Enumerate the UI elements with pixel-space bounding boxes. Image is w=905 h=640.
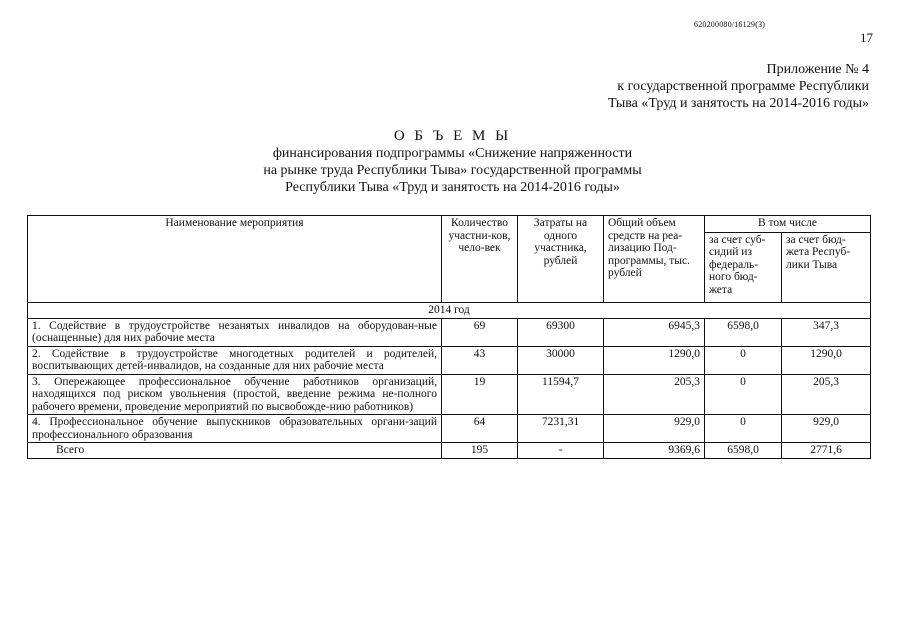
row-name: 4. Профессиональное обучение выпускников образовательных органи-заций профессионального образования [28, 415, 442, 443]
row-total: 1290,0 [604, 346, 705, 374]
row-republic: 347,3 [782, 318, 871, 346]
header-name: Наименование мероприятия [28, 216, 442, 303]
row-total: 929,0 [604, 415, 705, 443]
row-cost-per: 7231,31 [518, 415, 604, 443]
row-participants: 43 [442, 346, 518, 374]
total-total: 9369,6 [604, 443, 705, 459]
total-row [28, 443, 871, 459]
row-republic: 205,3 [782, 374, 871, 415]
document-id: 620200080/16129(3) [694, 20, 766, 29]
row-name: 3. Опережающее профессиональное обучение работников организаций, находящихся под риском увольнения (простой, введение режима не-полного рабочего времени, проведение мероприятий по высвобожде-нию работников) [28, 374, 442, 415]
total-cost-per: - [518, 443, 604, 459]
document-title [0, 128, 905, 196]
appendix-line-3: Тыва «Труд и занятость на 2014-2016 годы» [607, 96, 869, 111]
header-total-volume: Общий объем средств на реа-лизацию Под-программы, тыс. рублей [604, 216, 705, 303]
row-federal: 6598,0 [705, 318, 782, 346]
appendix-line-2: к государственной программе Республики [617, 79, 869, 94]
table-row [28, 374, 871, 415]
row-total: 205,3 [604, 374, 705, 415]
row-federal: 0 [705, 415, 782, 443]
header-federal: за счет суб-сидий из федераль-ного бюд-жета [705, 232, 782, 302]
row-cost-per: 30000 [518, 346, 604, 374]
page-number: 17 [860, 30, 873, 45]
row-participants: 19 [442, 374, 518, 415]
total-federal: 6598,0 [705, 443, 782, 459]
row-name: 1. Содействие в трудоустройстве незанятых инвалидов на оборудован-ные (оснащенные) для них рабочие места [28, 318, 442, 346]
total-label: Всего [28, 443, 442, 459]
appendix-line-1: Приложение № 4 [766, 62, 869, 77]
row-participants: 69 [442, 318, 518, 346]
table-row [28, 415, 871, 443]
row-federal: 0 [705, 374, 782, 415]
total-republic: 2771,6 [782, 443, 871, 459]
year-row [28, 303, 871, 319]
header-participants: Количество участни-ков, чело-век [442, 216, 518, 303]
table-row [28, 318, 871, 346]
title-line-4: Республики Тыва «Труд и занятость на 2014-2016 годы» [285, 180, 620, 195]
total-participants: 195 [442, 443, 518, 459]
year-label: 2014 год [28, 303, 871, 319]
header-row-1 [28, 216, 871, 233]
funding-table [27, 215, 871, 459]
row-federal: 0 [705, 346, 782, 374]
row-republic: 1290,0 [782, 346, 871, 374]
title-line-1: О Б Ъ Е М Ы [393, 128, 512, 144]
row-cost-per: 69300 [518, 318, 604, 346]
header-cost-per: Затраты на одного участника, рублей [518, 216, 604, 303]
table-row [28, 346, 871, 374]
row-name: 2. Содействие в трудоустройстве многодетных родителей и родителей, воспитывающих детей-инвалидов, на созданные для них рабочие места [28, 346, 442, 374]
row-total: 6945,3 [604, 318, 705, 346]
title-line-2: финансирования подпрограммы «Снижение напряженности [272, 146, 633, 161]
appendix-header [608, 61, 869, 112]
row-participants: 64 [442, 415, 518, 443]
row-republic: 929,0 [782, 415, 871, 443]
header-republic: за счет бюд-жета Респуб-лики Тыва [782, 232, 871, 302]
row-cost-per: 11594,7 [518, 374, 604, 415]
title-line-3: на рынке труда Республики Тыва» государственной программы [263, 163, 642, 178]
header-including: В том числе [705, 216, 871, 233]
